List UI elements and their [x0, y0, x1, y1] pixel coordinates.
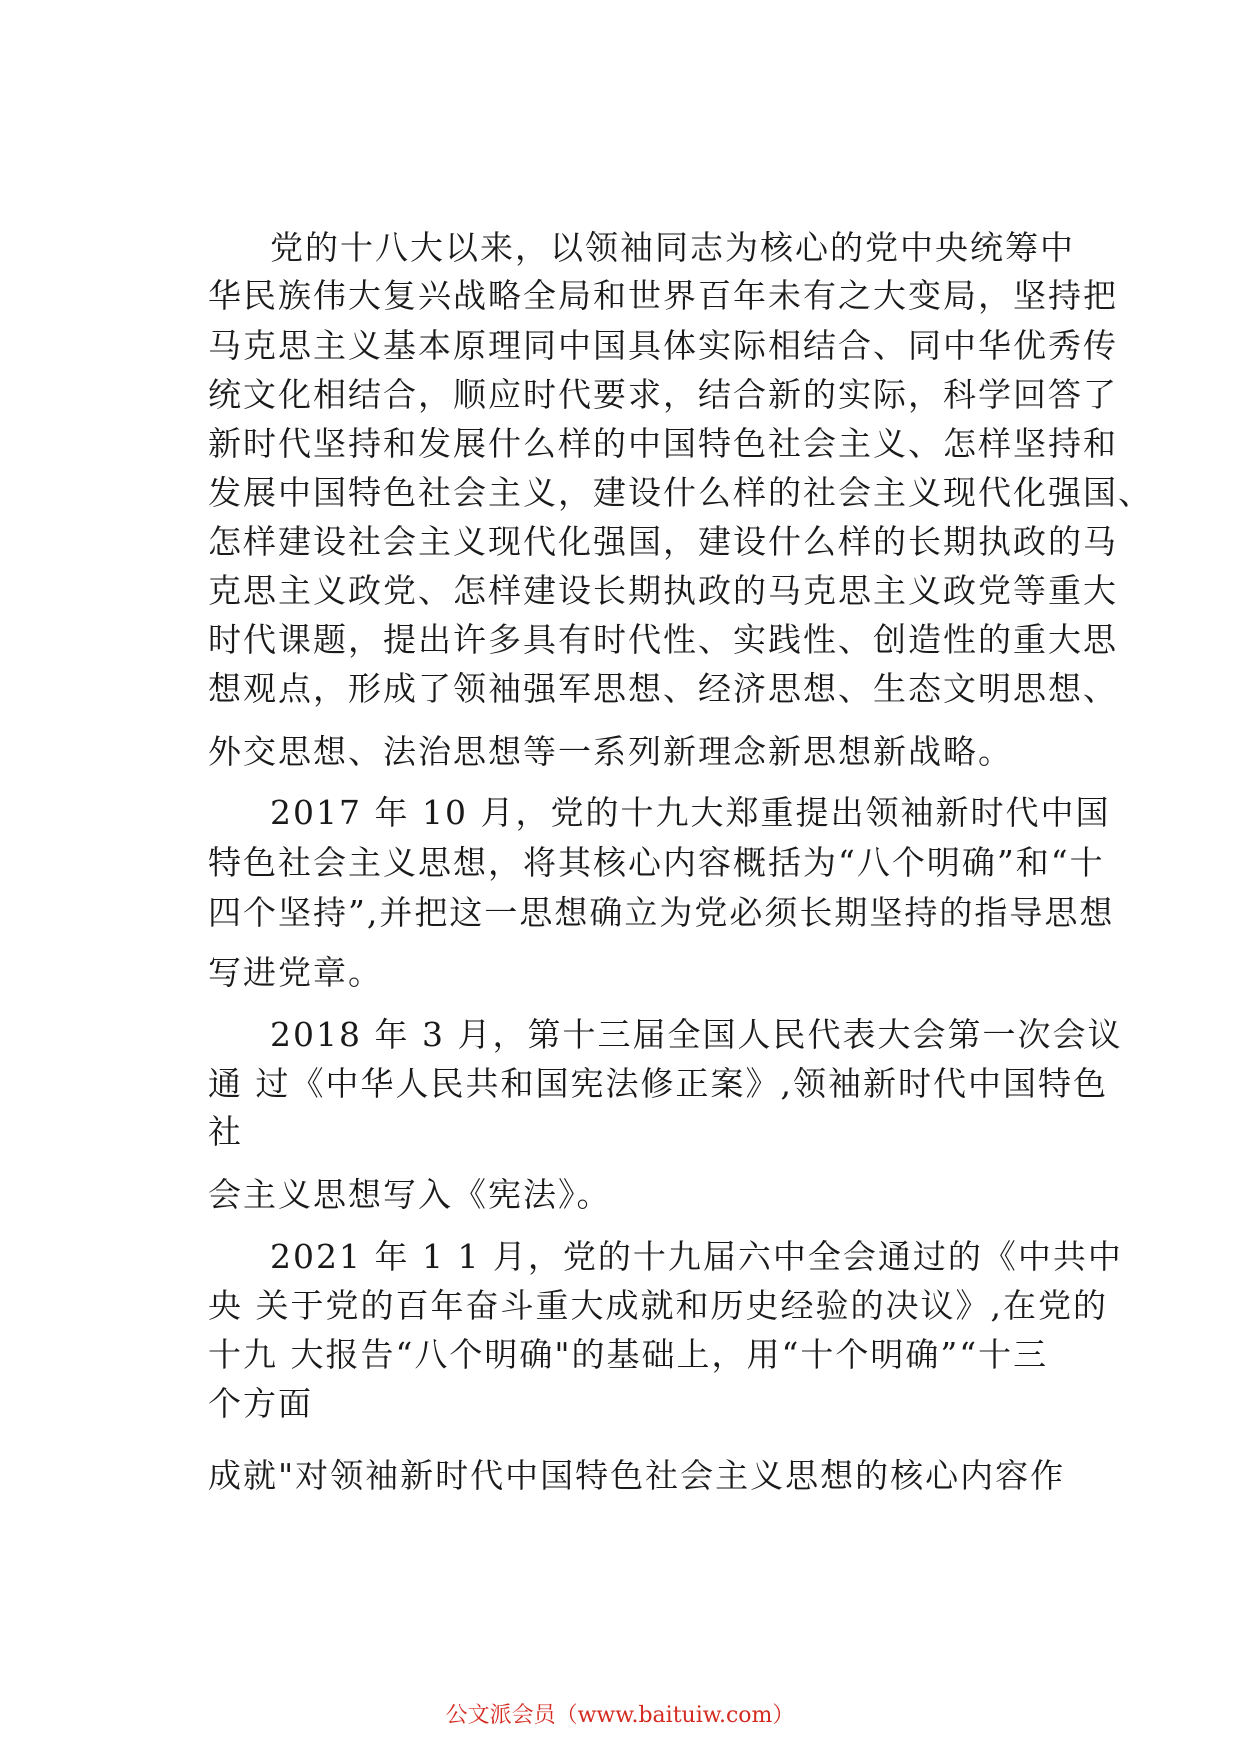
paragraph-1-line-3: 马克思主义基本原理同中国具体实际相结合、同中华优秀传: [208, 326, 1118, 365]
paragraph-1-line-10: 想观点，形成了领袖强军思想、经济思想、生态文明思想、: [208, 669, 1118, 708]
paragraph-3-line-2: 通 过《中华人民共和国宪法修正案》,领袖新时代中国特色: [208, 1064, 1108, 1103]
paragraph-2-line-3: 四个坚持”,并把这一思想确立为党必须长期坚持的指导思想: [208, 893, 1115, 932]
paragraph-1-line-6: 发展中国特色社会主义，建设什么样的社会主义现代化强国、: [208, 473, 1153, 512]
paragraph-4-line-1: 2021 年 1 1 月，党的十九届六中全会通过的《中共中: [270, 1237, 1123, 1276]
footer-watermark: 公文派会员（www.baituiw.com）: [445, 1703, 795, 1728]
paragraph-1-line-8: 克思主义政党、怎样建设长期执政的马克思主义政党等重大: [208, 571, 1118, 610]
paragraph-1-line-9: 时代课题，提出许多具有时代性、实践性、创造性的重大思: [208, 620, 1118, 659]
paragraph-3-line-4: 会主义思想写入《宪法》。: [208, 1175, 612, 1214]
paragraph-1-line-4: 统文化相结合，顺应时代要求，结合新的实际，科学回答了: [208, 375, 1118, 414]
paragraph-4-line-4: 个方面: [208, 1384, 313, 1423]
paragraph-3-line-3: 社: [208, 1112, 243, 1151]
paragraph-1-line-2: 华民族伟大复兴战略全局和世界百年未有之大变局，坚持把: [208, 276, 1118, 315]
paragraph-2-line-1: 2017 年 10 月，党的十九大郑重提出领袖新时代中国: [270, 793, 1111, 832]
paragraph-2-line-2: 特色社会主义思想，将其核心内容概括为“八个明确”和“十: [208, 843, 1105, 882]
paragraph-4-line-2: 央 关于党的百年奋斗重大成就和历史经验的决议》,在党的: [208, 1286, 1108, 1325]
paragraph-4-line-5: 成就"对领袖新时代中国特色社会主义思想的核心内容作: [208, 1456, 1066, 1495]
paragraph-1-line-1: 党的十八大以来，以领袖同志为核心的党中央统筹中: [270, 228, 1075, 267]
paragraph-4-line-3: 十九 大报告“八个明确"的基础上，用“十个明确”“十三: [208, 1335, 1049, 1374]
paragraph-1-line-11: 外交思想、法治思想等一系列新理念新思想新战略。: [208, 732, 1013, 771]
paragraph-3-line-1: 2018 年 3 月，第十三届全国人民代表大会第一次会议: [270, 1015, 1123, 1054]
paragraph-1-line-5: 新时代坚持和发展什么样的中国特色社会主义、怎样坚持和: [208, 424, 1118, 463]
paragraph-1-line-7: 怎样建设社会主义现代化强国，建设什么样的长期执政的马: [208, 522, 1118, 561]
paragraph-2-line-4: 写进党章。: [208, 953, 383, 992]
